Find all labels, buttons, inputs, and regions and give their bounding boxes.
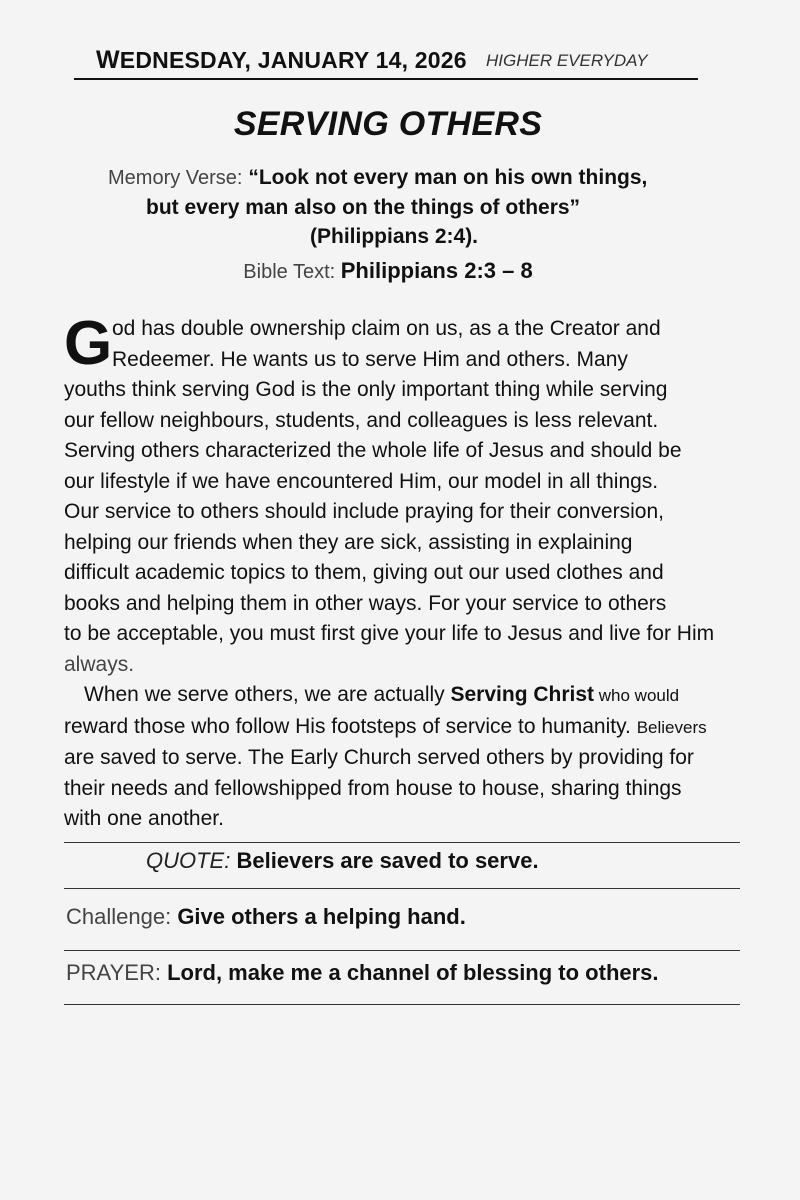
- paragraph-line: to be acceptable, you must first give your life to Jesus and live for Him: [64, 622, 715, 645]
- challenge-callout: [66, 904, 466, 930]
- bible-text-label: Bible Text:: [243, 261, 336, 283]
- challenge-text: Give others a helping hand.: [177, 904, 466, 929]
- paragraph-line: are saved to serve. The Early Church served others by providing for: [64, 746, 694, 769]
- challenge-label: Challenge:: [66, 904, 172, 929]
- paragraph-line: our fellow neighbours, students, and colleagues is less relevant.: [64, 408, 659, 432]
- header-date-initial: W: [96, 46, 120, 74]
- prayer-text: Lord, make me a channel of blessing to others.: [167, 960, 659, 985]
- memory-verse-label: Memory Verse:: [108, 167, 243, 189]
- divider: [64, 1004, 740, 1005]
- paragraph-line: books and helping them in other ways. For your service to others: [64, 591, 667, 615]
- body-paragraph-1: [64, 309, 754, 680]
- bible-text-reference: Philippians 2:3 – 8: [340, 258, 533, 283]
- bible-text: [0, 258, 776, 284]
- body-paragraph-2: [64, 680, 754, 835]
- paragraph-line: with one another.: [64, 807, 224, 830]
- emphasis-text: Serving Christ: [450, 683, 595, 706]
- prayer-label: PRAYER:: [66, 960, 161, 985]
- paragraph-line: difficult academic topics to them, giving out our used clothes and: [64, 561, 664, 584]
- header-series: HIGHER EVERYDAY: [486, 51, 648, 70]
- memory-verse-text-1: “Look not every man on his own things,: [248, 166, 648, 189]
- paragraph-text: Believers: [636, 717, 707, 737]
- drop-cap: G: [64, 309, 113, 378]
- divider: [64, 950, 740, 951]
- page-header: [74, 40, 698, 80]
- paragraph-line: youths think serving God is the only important thing while serving: [64, 378, 668, 401]
- paragraph-line: [64, 680, 754, 712]
- paragraph-line: our lifestyle if we have encountered Him, our model in all things.: [64, 469, 659, 493]
- paragraph-text: who would: [594, 686, 680, 705]
- paragraph-line: [64, 712, 754, 744]
- page-title: SERVING OTHERS: [233, 105, 543, 143]
- paragraph-line: Redeemer. He wants us to serve Him and others. Many: [112, 347, 628, 371]
- memory-verse-line-2: [146, 196, 580, 220]
- quote-callout: [146, 848, 539, 874]
- header-date-rest: EDNESDAY, JANUARY 14, 2026: [119, 47, 467, 73]
- quote-text: Believers are saved to serve.: [236, 848, 539, 873]
- quote-label: QUOTE:: [146, 848, 231, 873]
- memory-verse-line-1: [108, 166, 647, 190]
- header-date: [96, 46, 467, 75]
- paragraph-text: When we serve others, we are actually: [84, 683, 451, 706]
- paragraph-line: od has double ownership claim on us, as a the Creator and: [112, 317, 661, 340]
- divider: [64, 842, 740, 843]
- paragraph-line: Serving others characterized the whole life of Jesus and should be: [64, 439, 682, 462]
- memory-verse-text-2: but every man also on the things of others”: [146, 196, 581, 219]
- paragraph-text: reward those who follow His footsteps of service to humanity.: [64, 714, 637, 738]
- paragraph-line: their needs and fellowshipped from house to house, sharing things: [64, 776, 682, 800]
- paragraph-line: helping our friends when they are sick, assisting in explaining: [64, 530, 633, 554]
- divider: [64, 888, 740, 889]
- memory-verse-line-3: [310, 225, 478, 249]
- memory-verse-reference: (Philippians 2:4).: [310, 225, 479, 248]
- paragraph-line: Our service to others should include praying for their conversion,: [64, 500, 664, 523]
- paragraph-line: always.: [64, 652, 135, 676]
- prayer-callout: [66, 960, 659, 986]
